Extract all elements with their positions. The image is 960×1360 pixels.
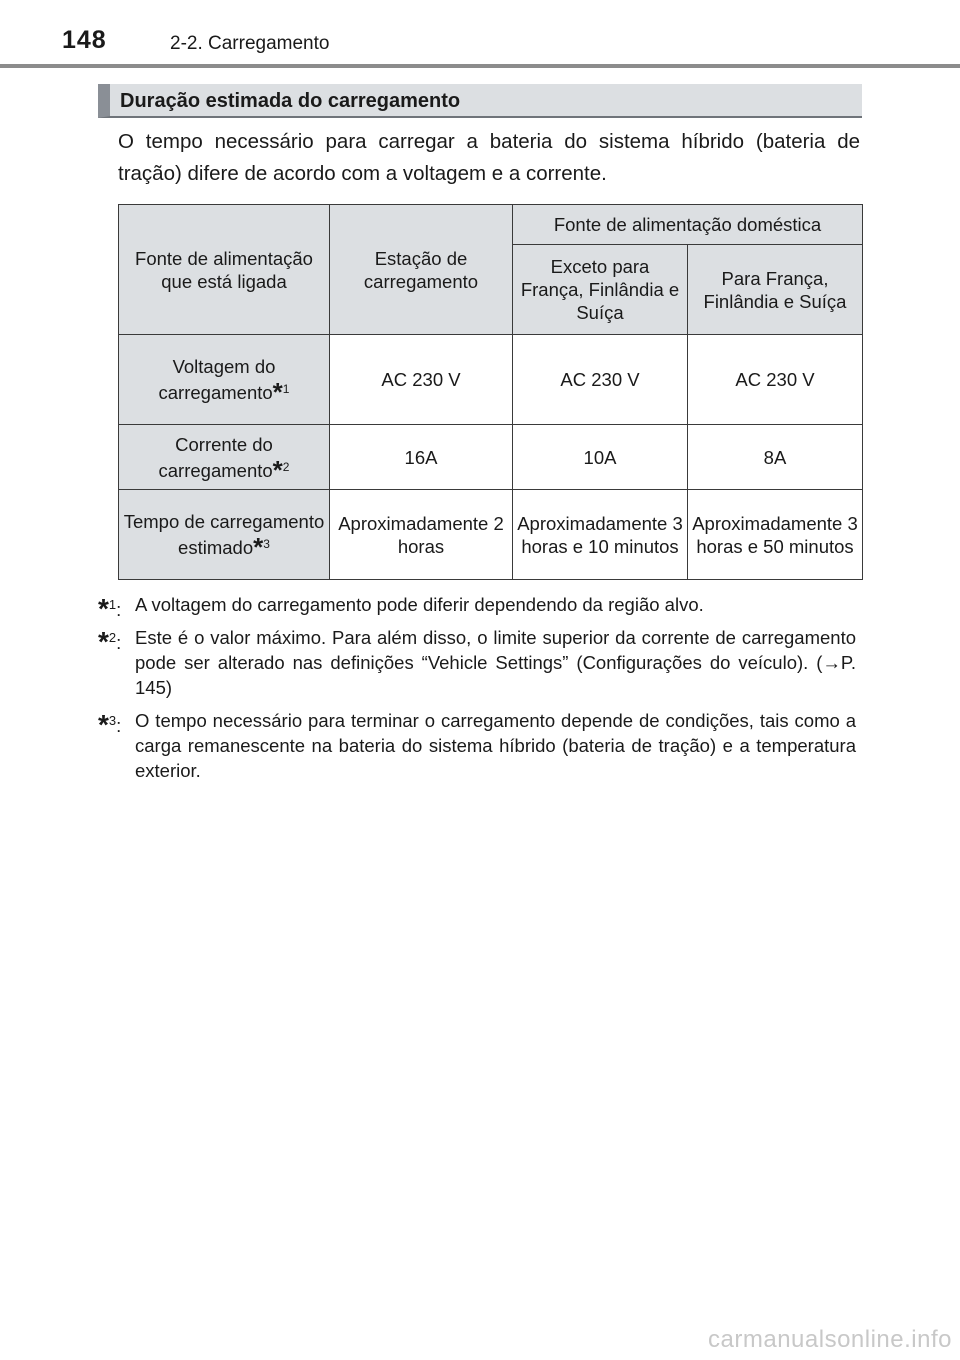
footnote-mark: * [98, 626, 109, 657]
domestic-france-value: Aproximadamente 3 horas e 50 minutos [688, 490, 863, 580]
header-domestic-france: Para França, Finlândia e Suíça [688, 245, 863, 335]
header-power-source: Fonte de alimentação que está ligada [119, 205, 330, 335]
domestic-other-value: AC 230 V [513, 335, 688, 425]
footnote-mark: * [98, 709, 109, 740]
footnote-ref: 1 [108, 597, 117, 612]
row-label [119, 490, 330, 580]
footnote-mark: * [272, 454, 283, 485]
footnote-ref: 2 [108, 630, 117, 645]
intro-paragraph: O tempo necessário para carregar a bateria do sistema híbrido (bateria de tração) difere de acordo com a voltagem e a corrente. [118, 130, 860, 185]
footnote [98, 708, 856, 783]
row-label-text: Corrente do carregamento [158, 433, 273, 481]
footnote [98, 625, 856, 700]
station-value: AC 230 V [330, 335, 513, 425]
footnote-text: O tempo necessário para terminar o carregamento depende de condições, tais como a carga remanescente na bateria do sistema híbrido (bateria de tração) e a temperatura exterior. [135, 710, 856, 781]
table-row [119, 335, 863, 425]
table-row [119, 425, 863, 490]
footnote-mark: * [253, 532, 264, 562]
watermark: carmanualsonline.info [708, 1326, 952, 1353]
charging-time-table [118, 204, 863, 580]
footnote-ref: 3 [263, 537, 270, 551]
footnote-ref: 3 [108, 713, 117, 728]
station-value: 16A [330, 425, 513, 490]
row-label-text: Voltagem do carregamento [158, 356, 276, 403]
footnote-ref: 1 [282, 382, 290, 396]
header-domestic-other: Exceto para França, Finlândia e Suíça [513, 245, 688, 335]
page-number: 148 [62, 26, 107, 54]
row-label-text: Tempo de carregamento estimado [123, 511, 325, 558]
row-label [119, 425, 330, 490]
domestic-other-value: Aproximadamente 3 horas e 10 minutos [513, 490, 688, 580]
header-rule [0, 64, 960, 68]
section-heading: Duração estimada do carregamento [98, 84, 862, 118]
domestic-france-value: AC 230 V [688, 335, 863, 425]
footnote-separator: : [116, 599, 122, 620]
footnote [98, 592, 856, 624]
footnote-mark: * [272, 377, 283, 407]
header-charging-station: Estação de carregamento [330, 205, 513, 335]
footnote-separator: : [116, 715, 122, 736]
chapter-title: 2-2. Carregamento [170, 33, 330, 54]
domestic-france-value: 8A [688, 425, 863, 490]
footnote-text: Este é o valor máximo. Para além disso, o limite superior da corrente de carregamento pode ser alterado nas definições “Vehicle Settings” (Configurações do veículo). (→P. 145) [135, 627, 856, 698]
footnotes [98, 592, 856, 791]
header-domestic-source: Fonte de alimentação doméstica [513, 205, 863, 245]
footnote-text: A voltagem do carregamento pode diferir dependendo da região alvo. [135, 594, 704, 615]
footnote-ref: 2 [282, 459, 290, 474]
domestic-other-value: 10A [513, 425, 688, 490]
row-label [119, 335, 330, 425]
footnote-mark: * [98, 593, 109, 624]
footnote-separator: : [116, 632, 122, 653]
table-row [119, 490, 863, 580]
station-value: Aproximadamente 2 horas [330, 490, 513, 580]
